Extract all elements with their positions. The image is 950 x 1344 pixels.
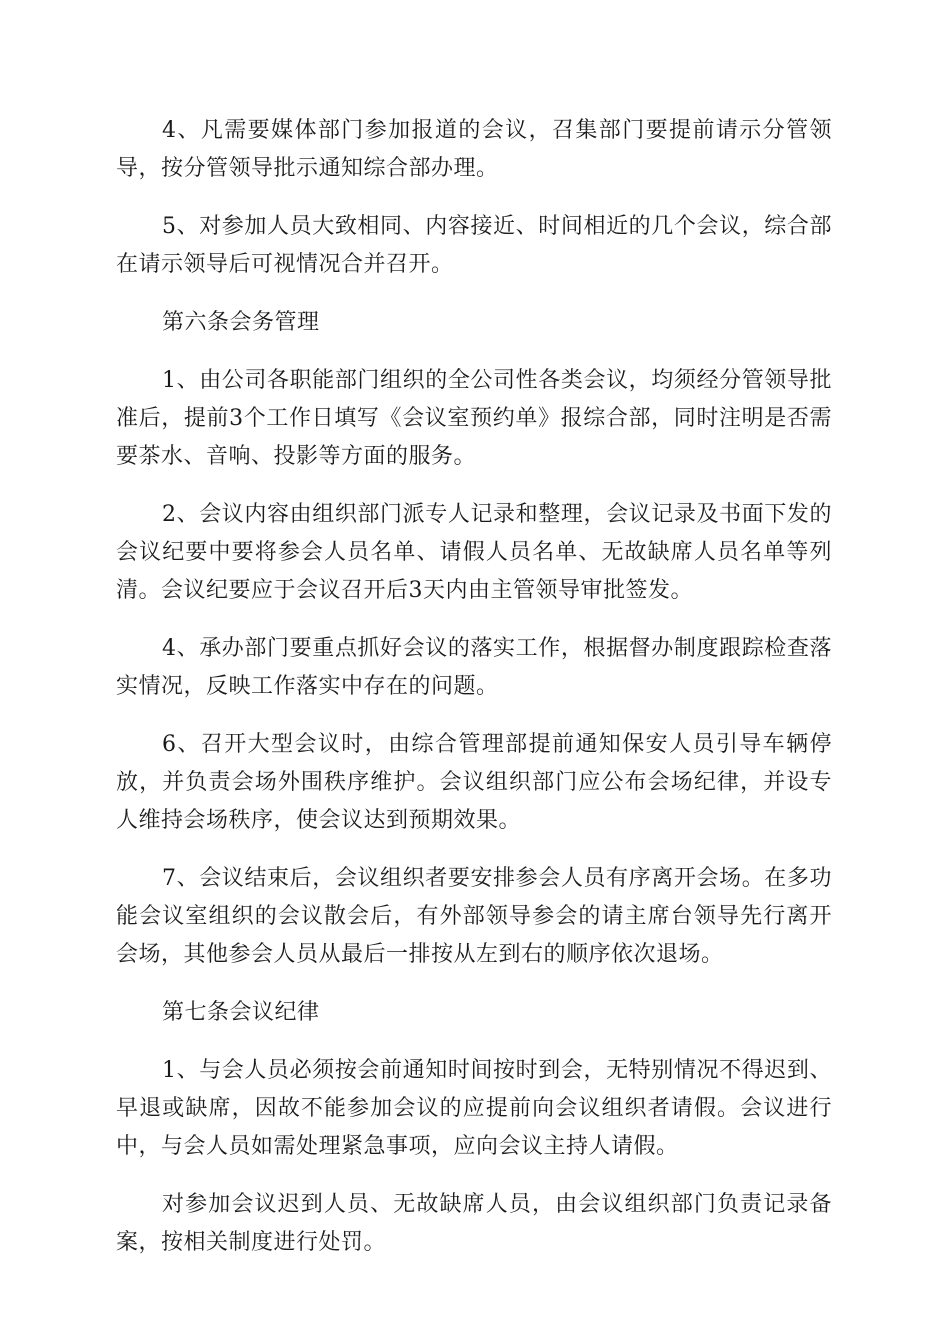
paragraph-item-1-attendance: 1、与会人员必须按会前通知时间按时到会，无特别情况不得迟到、早退或缺席，因故不能参加会议的应提前向会议组织者请假。会议进行中，与会人员如需处理紧急事项，应向会议主持人请假。 (116, 1058, 832, 1159)
paragraph-item-4-implementation: 4、承办部门要重点抓好会议的落实工作，根据督办制度跟踪检查落实情况，反映工作落实中存在的问题。 (116, 636, 832, 699)
paragraph-item-4-media: 4、凡需要媒体部门参加报道的会议，召集部门要提前请示分管领导，按分管领导批示通知综合部办理。 (116, 118, 832, 181)
section-heading-article-6: 第六条会务管理 (162, 310, 320, 335)
document-body (116, 112, 832, 1282)
paragraph-penalty: 对参加会议迟到人员、无故缺席人员，由会议组织部门负责记录备案，按相关制度进行处罚。 (116, 1192, 832, 1255)
section-heading-article-7: 第七条会议纪律 (162, 1000, 320, 1025)
paragraph-item-7-dismissal: 7、会议结束后，会议组织者要安排参会人员有序离开会场。在多功能会议室组织的会议散会后，有外部领导参会的请主席台领导先行离开会场，其他参会人员从最后一排按从左到右的顺序依次退场。 (116, 866, 832, 967)
paragraph-item-1-booking: 1、由公司各职能部门组织的全公司性各类会议，均须经分管领导批准后，提前3个工作日填写《会议室预约单》报综合部，同时注明是否需要茶水、音响、投影等方面的服务。 (116, 368, 832, 469)
paragraph-item-5-merge: 5、对参加人员大致相同、内容接近、时间相近的几个会议，综合部在请示领导后可视情况合并召开。 (116, 214, 832, 277)
paragraph-item-6-large-meeting: 6、召开大型会议时，由综合管理部提前通知保安人员引导车辆停放，并负责会场外围秩序维护。会议组织部门应公布会场纪律，并设专人维持会场秩序，使会议达到预期效果。 (116, 732, 832, 833)
paragraph-item-2-minutes: 2、会议内容由组织部门派专人记录和整理，会议记录及书面下发的会议纪要中要将参会人员名单、请假人员名单、无故缺席人员名单等列清。会议纪要应于会议召开后3天内由主管领导审批签发。 (116, 502, 832, 603)
